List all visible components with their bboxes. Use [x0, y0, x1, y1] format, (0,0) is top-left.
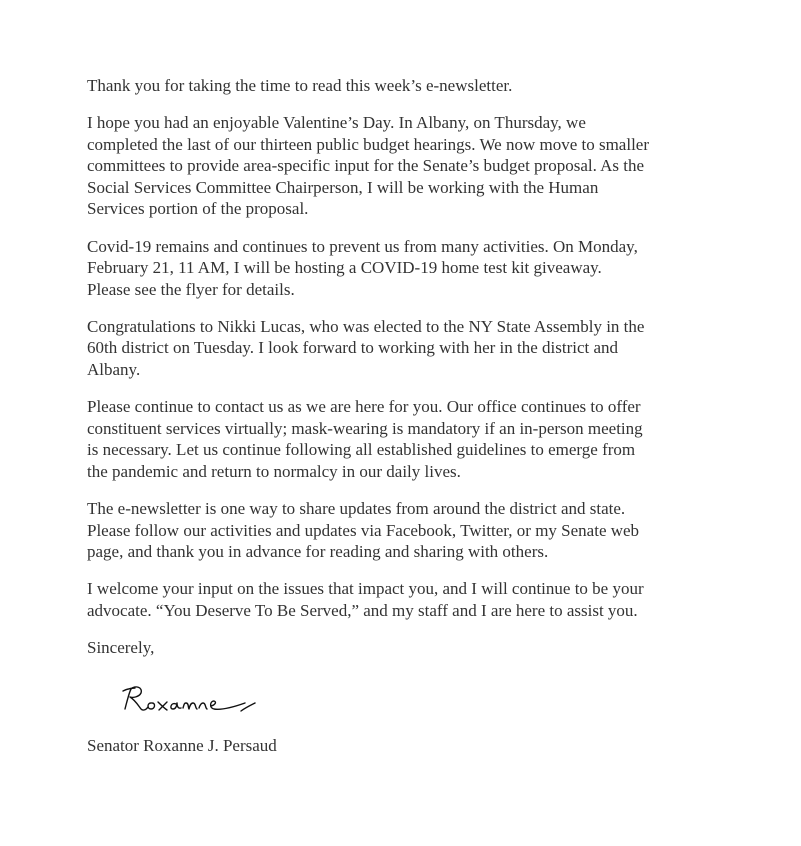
paragraph-follow-updates: The e-newsletter is one way to share updates from around the district and state. Please follow our activities and updates via Facebook, Twitter, or my Senate web page, and thank you in advance for reading and sharing with others. [87, 499, 640, 562]
signatory-name: Senator Roxanne J. Persaud [87, 735, 277, 755]
paragraph-contact-us: Please continue to contact us as we are here for you. Our office continues to offer constituent services virtually; mask-wearing is mandatory if an in-person meeting is necessary. Let us continue following all established guidelines to emerge from the pandemic and return to normalcy in our daily lives. [87, 397, 643, 481]
paragraph-greeting: Thank you for taking the time to read this week’s e-newsletter. [87, 76, 513, 95]
handwritten-signature [121, 681, 261, 717]
closing-line: Sincerely, [87, 637, 155, 657]
paragraph-input-advocate: I welcome your input on the issues that impact you, and I will continue to be your advocate. “You Deserve To Be Served,” and my staff and I are here to assist you. [87, 579, 644, 620]
newsletter-letter [87, 75, 727, 756]
paragraph-congratulations: Congratulations to Nikki Lucas, who was elected to the NY State Assembly in the 60th district on Tuesday. I look forward to working with her in the district and Albany. [87, 316, 645, 380]
paragraph-budget-hearings: I hope you had an enjoyable Valentine’s Day. In Albany, on Thursday, we completed the last of our thirteen public budget hearings. We now move to smaller committees to provide area-specific input for the Senate’s budget proposal. As the Social Services Committee Chairperson, I will be working with the Human Services portion of the proposal. [87, 113, 650, 219]
paragraph-covid-giveaway: Covid-19 remains and continues to prevent us from many activities. On Monday, February 21, 11 AM, I will be hosting a COVID-19 home test kit giveaway. Please see the flyer for details. [87, 236, 638, 299]
